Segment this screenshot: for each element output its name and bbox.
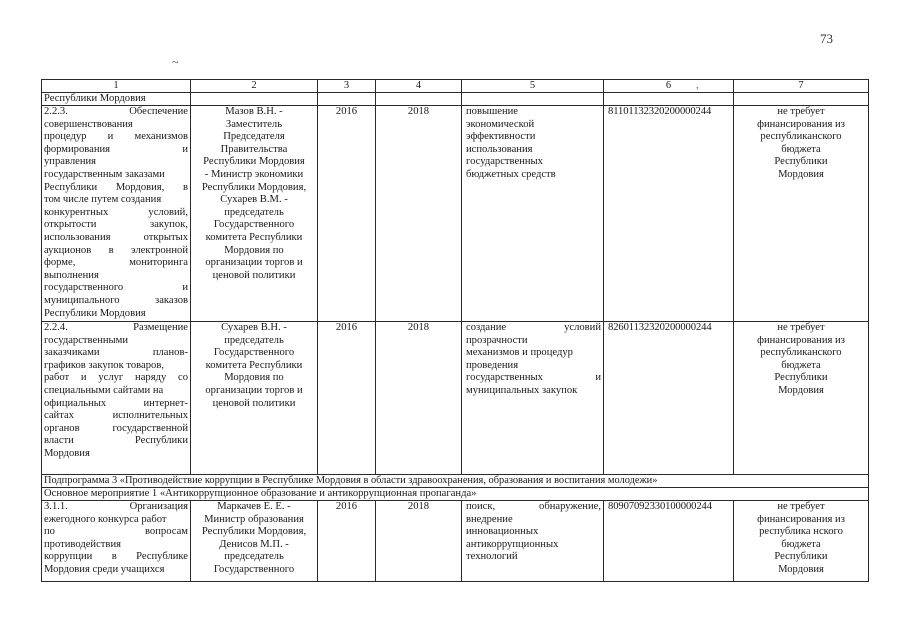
table-row: [42, 322, 869, 475]
table-row: [42, 475, 869, 488]
budget-code-cell: 81101132320200000244: [604, 106, 734, 322]
cell-line: коррупции в Республике: [44, 551, 188, 563]
cell-line: графиков закупок товаров,: [44, 359, 164, 371]
cell-line: создание условий: [466, 322, 601, 333]
cell-line: официальных интернет-: [44, 397, 188, 409]
cell-line: не требует: [777, 501, 825, 512]
cell-line: Мордовия среди учащихся: [44, 563, 165, 575]
cell-line: председатель: [224, 334, 284, 346]
end-year-cell: 2018: [376, 322, 462, 475]
cell-line: повышение: [466, 106, 518, 117]
cell-line: Государственного: [213, 347, 295, 359]
cell-line: совершенствования: [44, 118, 133, 130]
cell-line: муниципальных закупок: [466, 384, 578, 396]
cell-line: форме, мониторинга: [44, 257, 188, 269]
cell-line: организации торгов и: [205, 384, 303, 396]
financing-cell: [734, 501, 869, 582]
financing-cell: [734, 106, 869, 322]
cell-line: Государственного: [213, 563, 295, 575]
cell-line: открытости закупок,: [44, 219, 188, 231]
cell-line: сайтах исполнительных: [44, 410, 188, 422]
cell-line: ценовой политики: [212, 269, 296, 281]
cell-line: противодействия: [44, 538, 121, 550]
cell-line: Республики Мордовия,: [201, 526, 307, 538]
start-year-cell: 2016: [318, 501, 376, 582]
responsible-cell: [191, 501, 318, 582]
cell-line: механизмов и процедур: [466, 347, 573, 359]
table-row: [42, 106, 869, 322]
cell-line: организации торгов и: [205, 257, 303, 269]
cell-line: республика нского: [759, 526, 843, 538]
cell-line: финансирования из: [757, 334, 845, 346]
header-cell: 3: [318, 80, 376, 93]
measure-cell: [42, 322, 191, 475]
cell-line: Заместитель: [225, 118, 283, 130]
cell-line: бюджетных средств: [466, 168, 556, 180]
subprogram-title: Подпрограмма 3 «Противодействие коррупции в Республике Мордовия в области здравоохранения, образования и воспитания молодежи»: [42, 475, 869, 488]
cell-line: поиск, обнаружение,: [466, 501, 601, 512]
cell-line: по вопросам: [44, 526, 188, 538]
cell-line: председатель: [224, 551, 284, 563]
table-row: [42, 93, 869, 106]
cell-line: республиканского: [760, 347, 842, 359]
cell-line: технологий: [466, 551, 518, 563]
cell-line: финансирования из: [757, 513, 845, 525]
cell-line: Мордовия по: [224, 244, 284, 256]
result-cell: [462, 501, 604, 582]
cell-line: Республики: [774, 372, 828, 384]
cell-line: государственным заказами: [44, 168, 165, 180]
cell-line: - Министр экономики: [204, 168, 304, 180]
cell-line: управления: [44, 156, 97, 168]
cell-line: 2.2.3. Обеспечение: [44, 106, 188, 117]
cell-line: формирования и: [44, 143, 188, 155]
cell-line: 2.2.4. Размещение: [44, 322, 188, 333]
header-cell: 1: [42, 80, 191, 93]
cell-line: Мордовия: [778, 384, 824, 396]
cell-line: Маркачев Е. Е. -: [217, 501, 291, 512]
cell-line: комитета Республики: [205, 359, 303, 371]
cell-line: экономической: [466, 118, 535, 130]
cell-line: государственных: [466, 156, 543, 168]
cell-line: Денисов М.П. -: [219, 538, 289, 550]
cell-line: прозрачности: [466, 334, 528, 346]
cell-line: не требует: [777, 106, 825, 117]
cell-line: Мазов В.Н. -: [225, 106, 283, 117]
header-cell: 5: [462, 80, 604, 93]
start-year-cell: 2016: [318, 322, 376, 475]
cell-line: Республики: [774, 156, 828, 168]
cell-line: ценовой политики: [212, 397, 296, 409]
cell-line: муниципального заказов: [44, 294, 188, 306]
cell-line: эффективности: [466, 131, 536, 143]
cell-line: Республики Мордовия,: [201, 181, 307, 193]
cell-line: Мордовия по: [224, 372, 284, 384]
cell-line: Республики Мордовия: [203, 156, 305, 168]
end-year-cell: 2018: [376, 501, 462, 582]
cell-line: финансирования из: [757, 118, 845, 130]
budget-code-cell: 82601132320200000244: [604, 322, 734, 475]
result-cell: [462, 322, 604, 475]
stray-mark: ~: [172, 55, 179, 69]
cell-line: заказчиками планов-: [44, 347, 188, 359]
section-continuation: Республики Мордовия: [42, 93, 191, 106]
header-cell: 2: [191, 80, 318, 93]
table-row: [42, 488, 869, 501]
cell-line: власти Республики: [44, 435, 188, 447]
cell-line: ежегодного конкурса работ: [44, 513, 167, 525]
table-row: [42, 501, 869, 582]
cell-line: не требует: [777, 322, 825, 333]
responsible-cell: [191, 106, 318, 322]
header-cell: 4: [376, 80, 462, 93]
cell-line: Председателя: [223, 131, 285, 143]
cell-line: специальными сайтами на: [44, 384, 164, 396]
financing-cell: [734, 322, 869, 475]
cell-line: внедрение: [466, 513, 513, 525]
cell-line: Правительства: [220, 143, 288, 155]
cell-line: том числе путем создания: [44, 194, 162, 206]
stray-mark: ,: [696, 80, 699, 91]
cell-line: работ и услуг наряду со: [44, 372, 188, 384]
cell-line: председатель: [224, 206, 284, 218]
cell-line: аукционов в электронной: [44, 244, 188, 256]
cell-line: бюджета: [781, 143, 821, 155]
main-event-title: Основное мероприятие 1 «Антикоррупционное образование и антикоррупционная пропаганда»: [42, 488, 869, 501]
header-cell: 6: [604, 80, 734, 93]
cell-line: антикоррупционных: [466, 538, 559, 550]
page-number: 73: [820, 31, 833, 46]
cell-line: Министр образования: [204, 513, 304, 525]
end-year-cell: 2018: [376, 106, 462, 322]
cell-line: использования открытых: [44, 231, 188, 243]
cell-line: использования: [466, 143, 533, 155]
cell-line: Республики Мордовия: [44, 307, 146, 319]
cell-line: Мордовия: [778, 168, 824, 180]
responsible-cell: [191, 322, 318, 475]
cell-line: Республики Мордовия, в: [44, 181, 188, 193]
start-year-cell: 2016: [318, 106, 376, 322]
cell-line: выполнения: [44, 269, 99, 281]
measure-cell: [42, 501, 191, 582]
cell-line: Государственного: [213, 219, 295, 231]
cell-line: Мордовия: [44, 447, 90, 459]
cell-line: государственными: [44, 334, 129, 346]
cell-line: государственных и: [466, 372, 601, 384]
result-cell: [462, 106, 604, 322]
cell-line: бюджета: [781, 538, 821, 550]
cell-line: 3.1.1. Организация: [44, 501, 188, 512]
cell-line: проведения: [466, 359, 519, 371]
header-row: [42, 80, 869, 93]
cell-line: республиканского: [760, 131, 842, 143]
document-table: [41, 79, 869, 582]
measure-cell: [42, 106, 191, 322]
cell-line: органов государственной: [44, 422, 188, 434]
cell-line: инновационных: [466, 526, 539, 538]
cell-line: государственного и: [44, 282, 188, 294]
cell-line: Сухарев В.Н. -: [221, 322, 287, 333]
cell-line: бюджета: [781, 359, 821, 371]
cell-line: комитета Республики: [205, 231, 303, 243]
cell-line: Сухарев В.М. -: [220, 194, 288, 206]
header-cell: 7: [734, 80, 869, 93]
cell-line: Мордовия: [778, 563, 824, 575]
cell-line: конкурентных условий,: [44, 206, 188, 218]
budget-code-cell: 80907092330100000244: [604, 501, 734, 582]
cell-line: Республики: [774, 551, 828, 563]
cell-line: процедур и механизмов: [44, 131, 188, 143]
